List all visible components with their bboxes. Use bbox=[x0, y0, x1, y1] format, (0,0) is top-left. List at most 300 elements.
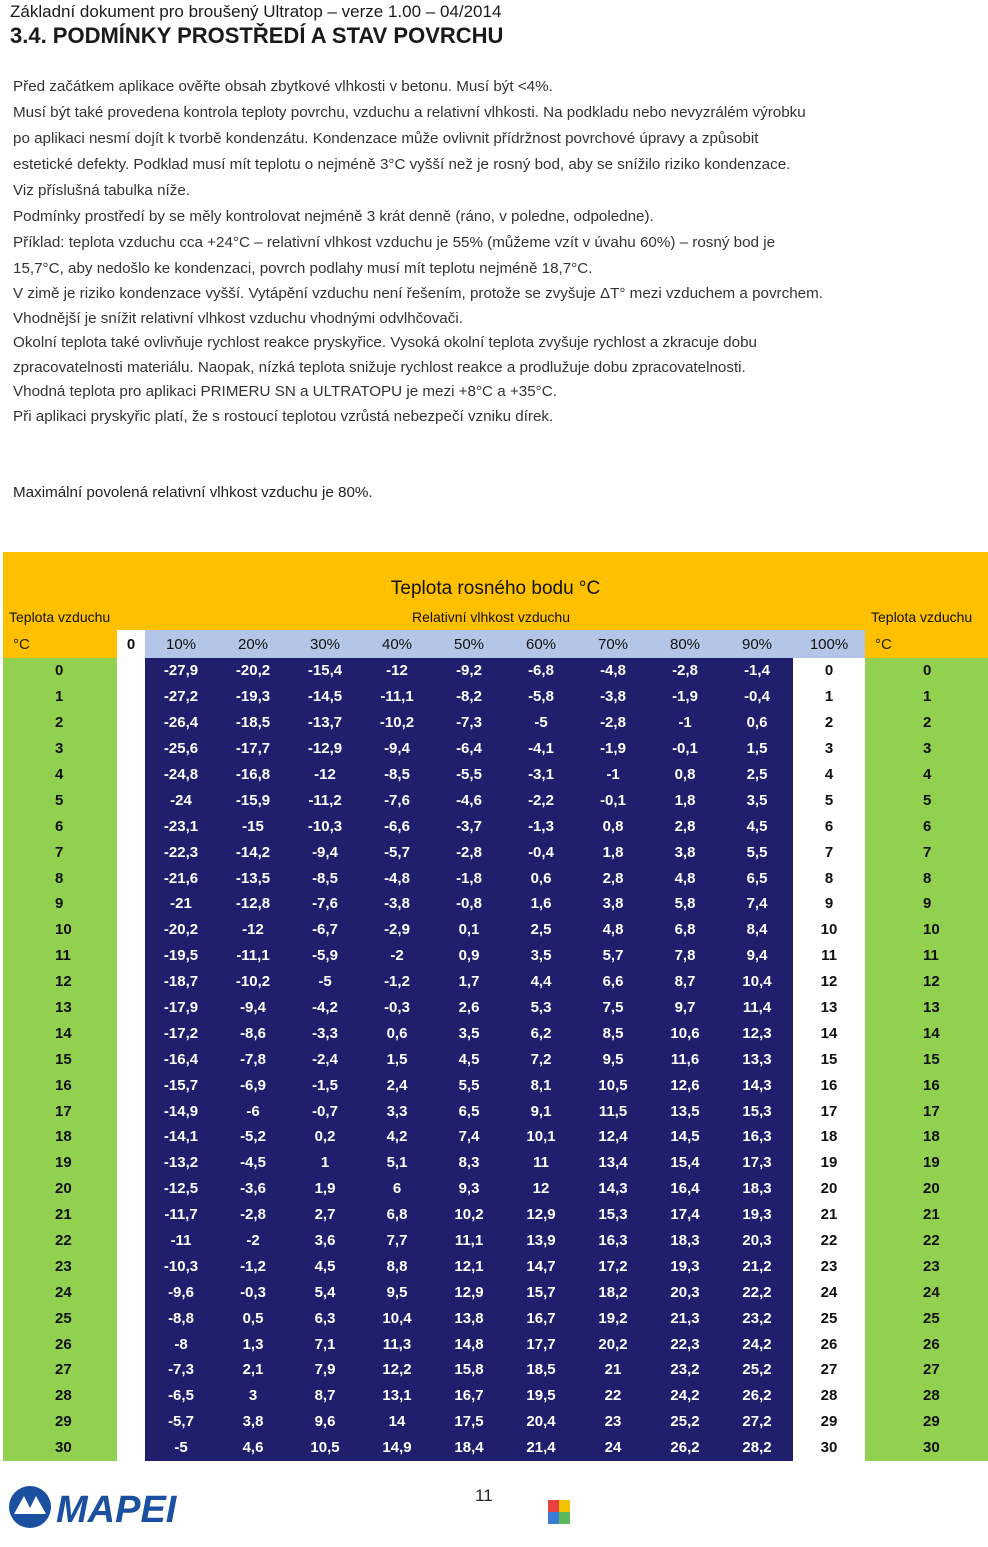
dew-point-cell: -4,1 bbox=[505, 736, 577, 762]
dew-point-cell: 8 bbox=[793, 865, 865, 891]
dew-point-cell: -5,5 bbox=[433, 762, 505, 788]
dew-point-cell: -5 bbox=[145, 1435, 217, 1461]
dew-point-cell: -15,4 bbox=[289, 658, 361, 684]
zero-column-cell bbox=[117, 1253, 145, 1279]
dew-point-cell: -8 bbox=[145, 1331, 217, 1357]
dew-point-cell: 4,6 bbox=[217, 1435, 289, 1461]
air-temp-cell-right: 11 bbox=[865, 943, 988, 969]
table-body bbox=[3, 658, 988, 1461]
dew-point-cell: 7,9 bbox=[289, 1357, 361, 1383]
dew-point-cell: -11,7 bbox=[145, 1202, 217, 1228]
zero-column-cell bbox=[117, 1279, 145, 1305]
dew-point-cell: 12,1 bbox=[433, 1253, 505, 1279]
air-temp-cell: 16 bbox=[3, 1072, 117, 1098]
dew-point-cell: 18,5 bbox=[505, 1357, 577, 1383]
dew-point-cell: -0,1 bbox=[649, 736, 721, 762]
dew-point-cell: -18,5 bbox=[217, 710, 289, 736]
table-row bbox=[3, 1383, 988, 1409]
zero-column-cell bbox=[117, 736, 145, 762]
table-title: Teplota rosného bodu °C bbox=[3, 552, 988, 604]
dew-point-cell: 10,2 bbox=[433, 1202, 505, 1228]
dew-point-cell: 9,6 bbox=[289, 1409, 361, 1435]
dew-point-cell: 22 bbox=[793, 1228, 865, 1254]
dew-point-cell: -9,4 bbox=[361, 736, 433, 762]
dew-point-cell: 24 bbox=[793, 1279, 865, 1305]
zero-column-cell bbox=[117, 787, 145, 813]
dew-point-cell: -12,9 bbox=[289, 736, 361, 762]
table-row bbox=[3, 736, 988, 762]
dew-point-cell: -0,4 bbox=[505, 839, 577, 865]
dew-point-cell: -2 bbox=[361, 943, 433, 969]
air-temp-cell-right: 12 bbox=[865, 969, 988, 995]
table-row bbox=[3, 1409, 988, 1435]
dew-point-cell: 6,6 bbox=[577, 969, 649, 995]
air-temp-cell: 4 bbox=[3, 762, 117, 788]
air-temp-cell-right: 20 bbox=[865, 1176, 988, 1202]
dew-point-cell: 13,3 bbox=[721, 1046, 793, 1072]
air-temp-cell-right: 27 bbox=[865, 1357, 988, 1383]
dew-point-cell: 19 bbox=[793, 1150, 865, 1176]
dew-point-cell: 24,2 bbox=[721, 1331, 793, 1357]
dew-point-cell: 27 bbox=[793, 1357, 865, 1383]
dew-point-cell: 1,9 bbox=[289, 1176, 361, 1202]
table-row bbox=[3, 762, 988, 788]
dew-point-cell: 20 bbox=[793, 1176, 865, 1202]
dew-point-cell: 9,3 bbox=[433, 1176, 505, 1202]
paragraph-line: Při aplikaci pryskyřic platí, že s rostoucí teplotou vzrůstá nebezpečí vzniku dírek. bbox=[13, 407, 554, 425]
dew-point-cell: -5,2 bbox=[217, 1124, 289, 1150]
dew-point-cell: 3,3 bbox=[361, 1098, 433, 1124]
dew-point-cell: -3,7 bbox=[433, 813, 505, 839]
humidity-header: Relativní vlhkost vzduchu bbox=[117, 604, 865, 630]
dew-point-cell: 13,5 bbox=[649, 1098, 721, 1124]
air-temp-cell: 23 bbox=[3, 1253, 117, 1279]
humidity-column-header: 40% bbox=[361, 630, 433, 658]
zero-column-cell bbox=[117, 1098, 145, 1124]
dew-point-cell: 11,3 bbox=[361, 1331, 433, 1357]
dew-point-cell: 23 bbox=[793, 1253, 865, 1279]
air-temp-cell-right: 14 bbox=[865, 1020, 988, 1046]
air-temp-cell-right: 26 bbox=[865, 1331, 988, 1357]
dew-point-cell: 6,5 bbox=[721, 865, 793, 891]
dew-point-cell: -1,8 bbox=[433, 865, 505, 891]
zero-column-cell bbox=[117, 1331, 145, 1357]
color-swatch-icon bbox=[548, 1500, 570, 1524]
dew-point-cell: 1 bbox=[793, 684, 865, 710]
dew-point-cell: 11 bbox=[793, 943, 865, 969]
dew-point-cell: 21,2 bbox=[721, 1253, 793, 1279]
air-temp-cell: 10 bbox=[3, 917, 117, 943]
dew-point-cell: 7,1 bbox=[289, 1331, 361, 1357]
dew-point-cell: -23,1 bbox=[145, 813, 217, 839]
dew-point-cell: -1 bbox=[649, 710, 721, 736]
zero-column-cell bbox=[117, 969, 145, 995]
dew-point-cell: -0,7 bbox=[289, 1098, 361, 1124]
dew-point-cell: 14,9 bbox=[361, 1435, 433, 1461]
paragraph-line: zpracovatelnosti materiálu. Naopak, nízká teplota snižuje rychlost reakce a prodlužuje dobu zpracovatelnosti. bbox=[13, 358, 746, 376]
dew-point-cell: 0,2 bbox=[289, 1124, 361, 1150]
dew-point-cell: 1,8 bbox=[577, 839, 649, 865]
dew-point-cell: 21,4 bbox=[505, 1435, 577, 1461]
dew-point-cell: 28 bbox=[793, 1383, 865, 1409]
section-title: 3.4. PODMÍNKY PROSTŘEDÍ A STAV POVRCHU bbox=[10, 23, 504, 48]
zero-column-cell bbox=[117, 943, 145, 969]
dew-point-cell: 12,3 bbox=[721, 1020, 793, 1046]
dew-point-cell: -8,6 bbox=[217, 1020, 289, 1046]
dew-point-cell: 5,5 bbox=[433, 1072, 505, 1098]
dew-point-cell: 17 bbox=[793, 1098, 865, 1124]
dew-point-cell: -18,7 bbox=[145, 969, 217, 995]
dew-point-cell: 1,3 bbox=[217, 1331, 289, 1357]
dew-point-cell: 12,6 bbox=[649, 1072, 721, 1098]
dew-point-cell: -1,2 bbox=[217, 1253, 289, 1279]
dew-point-cell: -9,2 bbox=[433, 658, 505, 684]
dew-point-cell: 29 bbox=[793, 1409, 865, 1435]
dew-point-cell: -11,2 bbox=[289, 787, 361, 813]
dew-point-cell: -22,3 bbox=[145, 839, 217, 865]
dew-point-cell: 3,5 bbox=[505, 943, 577, 969]
dew-point-cell: -4,8 bbox=[361, 865, 433, 891]
dew-point-cell: -5 bbox=[505, 710, 577, 736]
dew-point-cell: -12 bbox=[217, 917, 289, 943]
dew-point-cell: 27,2 bbox=[721, 1409, 793, 1435]
air-temp-cell: 22 bbox=[3, 1228, 117, 1254]
dew-point-cell: 3,8 bbox=[649, 839, 721, 865]
table-row bbox=[3, 1228, 988, 1254]
paragraph-line: Viz příslušná tabulka níže. bbox=[13, 182, 191, 199]
humidity-column-header: 90% bbox=[721, 630, 793, 658]
dew-point-cell: 6,8 bbox=[649, 917, 721, 943]
dew-point-cell: 3 bbox=[793, 736, 865, 762]
dew-point-cell: 7,5 bbox=[577, 995, 649, 1021]
dew-point-cell: 4,5 bbox=[721, 813, 793, 839]
dew-point-cell: -24 bbox=[145, 787, 217, 813]
dew-point-cell: 7,7 bbox=[361, 1228, 433, 1254]
dew-point-cell: -11,1 bbox=[217, 943, 289, 969]
dew-point-cell: -5,8 bbox=[505, 684, 577, 710]
dew-point-cell: -20,2 bbox=[145, 917, 217, 943]
dew-point-cell: 30 bbox=[793, 1435, 865, 1461]
zero-column-cell bbox=[117, 1150, 145, 1176]
air-temp-cell-right: 30 bbox=[865, 1435, 988, 1461]
dew-point-cell: -10,3 bbox=[145, 1253, 217, 1279]
table-row bbox=[3, 684, 988, 710]
dew-point-cell: -4,5 bbox=[217, 1150, 289, 1176]
zero-column-cell bbox=[117, 684, 145, 710]
page-number: 11 bbox=[475, 1486, 493, 1505]
dew-point-cell: 15,8 bbox=[433, 1357, 505, 1383]
air-temp-cell-right: 24 bbox=[865, 1279, 988, 1305]
dew-point-cell: 6,8 bbox=[361, 1202, 433, 1228]
dew-point-cell: 9 bbox=[793, 891, 865, 917]
dew-point-cell: 9,4 bbox=[721, 943, 793, 969]
dew-point-cell: 14 bbox=[361, 1409, 433, 1435]
dew-point-cell: -8,2 bbox=[433, 684, 505, 710]
air-temp-cell-right: 23 bbox=[865, 1253, 988, 1279]
air-temp-cell: 1 bbox=[3, 684, 117, 710]
air-temp-cell: 0 bbox=[3, 658, 117, 684]
zero-column-cell bbox=[117, 1202, 145, 1228]
dew-point-cell: 2,8 bbox=[649, 813, 721, 839]
zero-column-cell bbox=[117, 1046, 145, 1072]
air-temp-cell-right: 17 bbox=[865, 1098, 988, 1124]
dew-point-cell: -6,6 bbox=[361, 813, 433, 839]
dew-point-cell: -12,5 bbox=[145, 1176, 217, 1202]
dew-point-cell: -14,9 bbox=[145, 1098, 217, 1124]
dew-point-cell: 10,6 bbox=[649, 1020, 721, 1046]
dew-point-cell: -20,2 bbox=[217, 658, 289, 684]
table-row bbox=[3, 787, 988, 813]
dew-point-cell: 16 bbox=[793, 1072, 865, 1098]
zero-column-cell bbox=[117, 1409, 145, 1435]
dew-point-cell: -14,2 bbox=[217, 839, 289, 865]
dew-point-cell: -13,7 bbox=[289, 710, 361, 736]
dew-point-cell: -4,6 bbox=[433, 787, 505, 813]
air-temp-cell-right: 6 bbox=[865, 813, 988, 839]
dew-point-cell: -3,8 bbox=[361, 891, 433, 917]
air-temp-cell: 13 bbox=[3, 995, 117, 1021]
dew-point-cell: 18,2 bbox=[577, 1279, 649, 1305]
dew-point-cell: 25,2 bbox=[721, 1357, 793, 1383]
dew-point-cell: 16,7 bbox=[433, 1383, 505, 1409]
dew-point-cell: -2,8 bbox=[217, 1202, 289, 1228]
air-temp-cell-right: 18 bbox=[865, 1124, 988, 1150]
dew-point-cell: 16,7 bbox=[505, 1305, 577, 1331]
dew-point-cell: -1,9 bbox=[577, 736, 649, 762]
dew-point-cell: 15,7 bbox=[505, 1279, 577, 1305]
table-row bbox=[3, 1150, 988, 1176]
air-temp-cell: 26 bbox=[3, 1331, 117, 1357]
dew-point-cell: -6,7 bbox=[289, 917, 361, 943]
zero-column-cell bbox=[117, 813, 145, 839]
zero-column-cell bbox=[117, 1020, 145, 1046]
dew-point-cell: -0,3 bbox=[217, 1279, 289, 1305]
dew-point-cell: 15 bbox=[793, 1046, 865, 1072]
humidity-column-header: 50% bbox=[433, 630, 505, 658]
dew-point-cell: 8,3 bbox=[433, 1150, 505, 1176]
dew-point-table bbox=[3, 552, 988, 1461]
air-temp-cell-right: 5 bbox=[865, 787, 988, 813]
dew-point-cell: 26,2 bbox=[721, 1383, 793, 1409]
table-row bbox=[3, 1072, 988, 1098]
zero-column-cell bbox=[117, 917, 145, 943]
air-temp-cell-right: 1 bbox=[865, 684, 988, 710]
air-temp-cell: 21 bbox=[3, 1202, 117, 1228]
dew-point-cell: 17,2 bbox=[577, 1253, 649, 1279]
dew-point-cell: 8,7 bbox=[649, 969, 721, 995]
unit-header-left: °C bbox=[3, 630, 117, 658]
paragraph-line: Vhodnější je snížit relativní vlhkost vzduchu vhodnými odvlhčovači. bbox=[13, 309, 463, 327]
paragraph-line: Vhodná teplota pro aplikaci PRIMERU SN a ULTRATOPU je mezi +8°C a +35°C. bbox=[13, 383, 557, 400]
dew-point-cell: -4,8 bbox=[577, 658, 649, 684]
dew-point-cell: 19,5 bbox=[505, 1383, 577, 1409]
dew-point-cell: 1,5 bbox=[361, 1046, 433, 1072]
dew-point-cell: -7,8 bbox=[217, 1046, 289, 1072]
air-temp-cell-right: 15 bbox=[865, 1046, 988, 1072]
dew-point-cell: 1,7 bbox=[433, 969, 505, 995]
dew-point-cell: -8,5 bbox=[289, 865, 361, 891]
dew-point-cell: 0,8 bbox=[649, 762, 721, 788]
dew-point-cell: 12,9 bbox=[505, 1202, 577, 1228]
dew-point-cell: 8,5 bbox=[577, 1020, 649, 1046]
zero-column-cell bbox=[117, 1305, 145, 1331]
dew-point-cell: 3,8 bbox=[577, 891, 649, 917]
dew-point-cell: -7,6 bbox=[361, 787, 433, 813]
dew-point-cell: -11 bbox=[145, 1228, 217, 1254]
dew-point-cell: 4 bbox=[793, 762, 865, 788]
dew-point-cell: -5 bbox=[289, 969, 361, 995]
dew-point-cell: -24,8 bbox=[145, 762, 217, 788]
table-row bbox=[3, 1253, 988, 1279]
dew-point-cell: -5,7 bbox=[145, 1409, 217, 1435]
dew-point-cell: 11,4 bbox=[721, 995, 793, 1021]
paragraph-line: Před začátkem aplikace ověřte obsah zbytkové vlhkosti v betonu. Musí být <4%. bbox=[13, 78, 553, 95]
dew-point-cell: 16,3 bbox=[577, 1228, 649, 1254]
dew-point-cell: 4,8 bbox=[577, 917, 649, 943]
dew-point-cell: 28,2 bbox=[721, 1435, 793, 1461]
zero-column-cell bbox=[117, 762, 145, 788]
air-temp-cell-right: 7 bbox=[865, 839, 988, 865]
dew-point-cell: 6 bbox=[793, 813, 865, 839]
dew-point-cell: 3 bbox=[217, 1383, 289, 1409]
dew-point-cell: -17,2 bbox=[145, 1020, 217, 1046]
dew-point-cell: -21,6 bbox=[145, 865, 217, 891]
dew-point-cell: -1,9 bbox=[649, 684, 721, 710]
dew-point-cell: 8,1 bbox=[505, 1072, 577, 1098]
dew-point-cell: 0,1 bbox=[433, 917, 505, 943]
dew-point-cell: -0,4 bbox=[721, 684, 793, 710]
air-temp-cell: 28 bbox=[3, 1383, 117, 1409]
dew-point-cell: 5,4 bbox=[289, 1279, 361, 1305]
air-temp-cell: 27 bbox=[3, 1357, 117, 1383]
air-temp-cell-right: 0 bbox=[865, 658, 988, 684]
dew-point-cell: 14,3 bbox=[577, 1176, 649, 1202]
dew-point-cell: 11,5 bbox=[577, 1098, 649, 1124]
dew-point-cell: 1 bbox=[289, 1150, 361, 1176]
dew-point-cell: 26 bbox=[793, 1331, 865, 1357]
dew-point-cell: 7,2 bbox=[505, 1046, 577, 1072]
document-header bbox=[10, 2, 503, 49]
dew-point-cell: -27,9 bbox=[145, 658, 217, 684]
dew-point-cell: -13,5 bbox=[217, 865, 289, 891]
dew-point-cell: 7,4 bbox=[721, 891, 793, 917]
dew-point-cell: 21,3 bbox=[649, 1305, 721, 1331]
table-row bbox=[3, 1176, 988, 1202]
paragraph-line: Okolní teplota také ovlivňuje rychlost reakce pryskyřice. Vysoká okolní teplota zvyšuje rychlost a zkracuje dobu bbox=[13, 334, 757, 351]
table-row bbox=[3, 1435, 988, 1461]
dew-point-cell: 9,5 bbox=[361, 1279, 433, 1305]
dew-point-cell: -3,6 bbox=[217, 1176, 289, 1202]
air-temp-cell: 30 bbox=[3, 1435, 117, 1461]
dew-point-cell: 18,3 bbox=[721, 1176, 793, 1202]
dew-point-cell: 14 bbox=[793, 1020, 865, 1046]
air-temp-cell: 2 bbox=[3, 710, 117, 736]
dew-point-cell: 9,1 bbox=[505, 1098, 577, 1124]
dew-point-cell: 16,3 bbox=[721, 1124, 793, 1150]
air-temp-cell-right: 21 bbox=[865, 1202, 988, 1228]
dew-point-cell: 13,1 bbox=[361, 1383, 433, 1409]
dew-point-cell: -17,7 bbox=[217, 736, 289, 762]
dew-point-cell: 3,5 bbox=[433, 1020, 505, 1046]
dew-point-cell: 4,2 bbox=[361, 1124, 433, 1150]
dew-point-cell: 11 bbox=[505, 1150, 577, 1176]
table-row bbox=[3, 1305, 988, 1331]
dew-point-cell: -5,9 bbox=[289, 943, 361, 969]
air-temp-cell: 9 bbox=[3, 891, 117, 917]
humidity-column-header: 100% bbox=[793, 630, 865, 658]
air-temp-cell-right: 13 bbox=[865, 995, 988, 1021]
dew-point-cell: 4,5 bbox=[289, 1253, 361, 1279]
dew-point-cell: -10,3 bbox=[289, 813, 361, 839]
table-row bbox=[3, 1279, 988, 1305]
paragraph-line: 15,7°C, aby nedošlo ke kondenzaci, povrch podlahy musí mít teplotu nejméně 18,7°C. bbox=[13, 260, 593, 277]
air-temp-cell-right: 2 bbox=[865, 710, 988, 736]
dew-point-cell: 18 bbox=[793, 1124, 865, 1150]
air-temp-cell: 6 bbox=[3, 813, 117, 839]
dew-point-cell: 1,6 bbox=[505, 891, 577, 917]
dew-point-cell: 5,3 bbox=[505, 995, 577, 1021]
dew-point-cell: 7,8 bbox=[649, 943, 721, 969]
dew-point-cell: 10,4 bbox=[361, 1305, 433, 1331]
dew-point-cell: 6 bbox=[361, 1176, 433, 1202]
dew-point-cell: 19,3 bbox=[721, 1202, 793, 1228]
table-row bbox=[3, 1357, 988, 1383]
air-temp-cell: 20 bbox=[3, 1176, 117, 1202]
dew-point-cell: 10,5 bbox=[289, 1435, 361, 1461]
dew-point-cell: -2,8 bbox=[649, 658, 721, 684]
zero-column-cell bbox=[117, 710, 145, 736]
dew-point-cell: 26,2 bbox=[649, 1435, 721, 1461]
zero-column-cell bbox=[117, 891, 145, 917]
paragraph-line: Příklad: teplota vzduchu cca +24°C – relativní vlhkost vzduchu je 55% (můžeme vzít v úvahu 60%) – rosný bod je bbox=[13, 234, 776, 251]
dew-point-cell: 0 bbox=[793, 658, 865, 684]
max-humidity-note: Maximální povolená relativní vlhkost vzduchu je 80%. bbox=[13, 484, 373, 501]
dew-point-cell: -16,4 bbox=[145, 1046, 217, 1072]
air-temp-cell: 7 bbox=[3, 839, 117, 865]
dew-point-cell: 20,4 bbox=[505, 1409, 577, 1435]
air-temp-header-left: Teplota vzduchu bbox=[3, 604, 117, 630]
air-temp-cell-right: 19 bbox=[865, 1150, 988, 1176]
paragraph-line: Podmínky prostředí by se měly kontrolovat nejméně 3 krát denně (ráno, v poledne, odpoledne). bbox=[13, 208, 654, 225]
paragraph-line: estetické defekty. Podklad musí mít teplotu o nejméně 3°C vyšší než je rosný bod, aby se snížilo riziko kondenzace. bbox=[13, 156, 791, 173]
dew-point-cell: 8,7 bbox=[289, 1383, 361, 1409]
dew-point-cell: 14,8 bbox=[433, 1331, 505, 1357]
dew-point-cell: -1 bbox=[577, 762, 649, 788]
dew-point-cell: 23,2 bbox=[721, 1305, 793, 1331]
table-row bbox=[3, 917, 988, 943]
dew-point-cell: -2,8 bbox=[577, 710, 649, 736]
air-temp-cell-right: 29 bbox=[865, 1409, 988, 1435]
air-temp-cell-right: 28 bbox=[865, 1383, 988, 1409]
table-row bbox=[3, 1020, 988, 1046]
dew-point-cell: 10 bbox=[793, 917, 865, 943]
dew-point-cell: 10,5 bbox=[577, 1072, 649, 1098]
dew-point-cell: -14,1 bbox=[145, 1124, 217, 1150]
dew-point-cell: 5,7 bbox=[577, 943, 649, 969]
dew-point-cell: -3,1 bbox=[505, 762, 577, 788]
table-row bbox=[3, 891, 988, 917]
dew-point-cell: 16,4 bbox=[649, 1176, 721, 1202]
air-temp-header-right: Teplota vzduchu bbox=[865, 604, 988, 630]
table-row bbox=[3, 1046, 988, 1072]
dew-point-cell: 6,3 bbox=[289, 1305, 361, 1331]
dew-point-cell: 9,5 bbox=[577, 1046, 649, 1072]
dew-point-cell: -5,7 bbox=[361, 839, 433, 865]
dew-point-cell: 0,6 bbox=[505, 865, 577, 891]
air-temp-cell: 11 bbox=[3, 943, 117, 969]
air-temp-cell-right: 22 bbox=[865, 1228, 988, 1254]
dew-point-cell: -9,4 bbox=[289, 839, 361, 865]
